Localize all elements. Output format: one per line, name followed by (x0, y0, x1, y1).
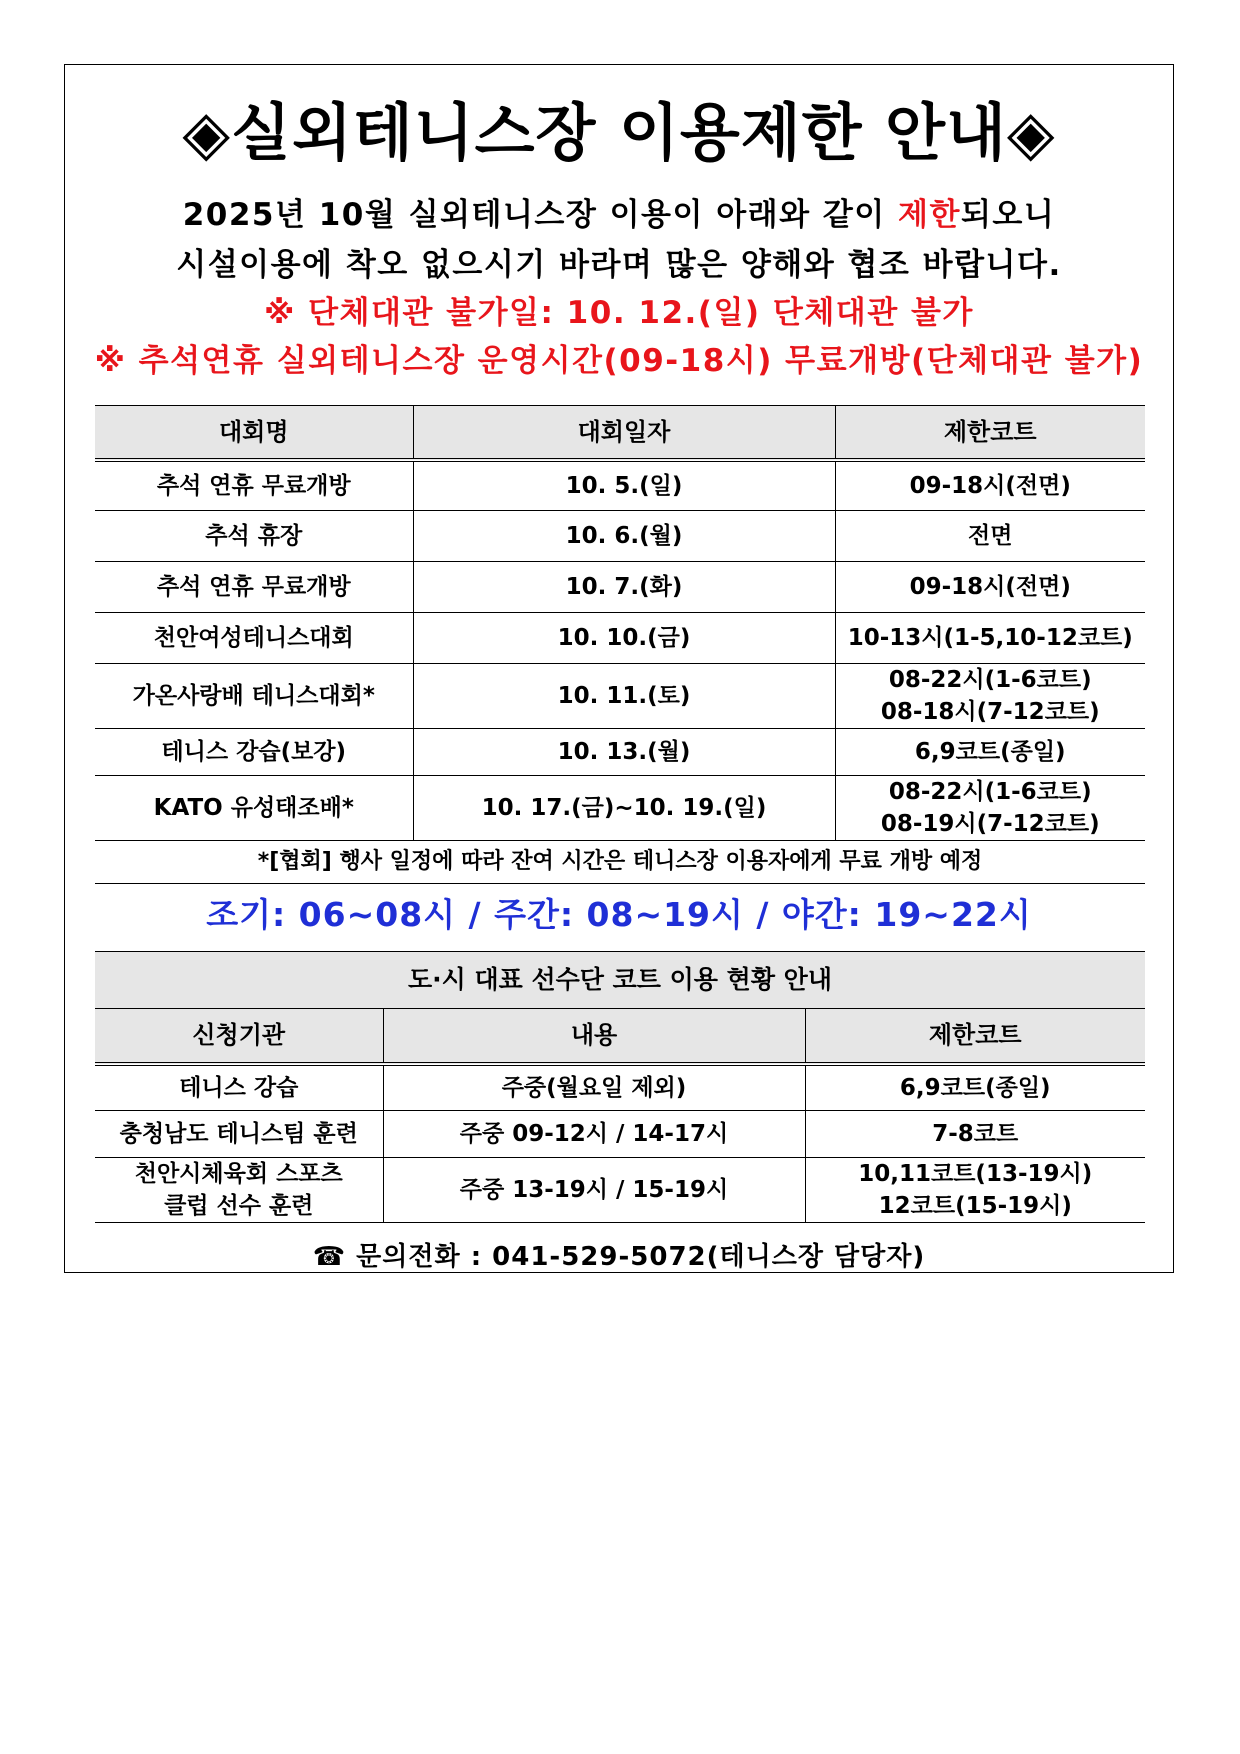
table-row (95, 511, 1145, 562)
table-note-row (95, 841, 1145, 884)
intro-line-1-text: 2025년 10월 실외테니스장 이용이 아래와 같이 (182, 197, 899, 233)
restricted-court (835, 664, 1145, 729)
restricted-court: 09-18시(전면) (835, 562, 1145, 613)
event-date: 10. 6.(월) (413, 511, 835, 562)
team-table-section-row (95, 952, 1145, 1009)
event-date: 10. 13.(월) (413, 729, 835, 776)
tournament-table-header (95, 406, 1145, 460)
team-table-section-title: 도·시 대표 선수단 코트 이용 현황 안내 (95, 952, 1145, 1009)
event-name: 테니스 강습(보강) (95, 729, 413, 776)
event-date: 10. 10.(금) (413, 613, 835, 664)
restricted-court-line-2: 08-18시(7-12코트) (880, 699, 1100, 725)
restricted-court-line-1: 08-22시(1-6코트) (888, 667, 1092, 693)
header-event-name: 대회명 (95, 406, 413, 460)
organization (95, 1158, 383, 1223)
table-row (95, 1158, 1145, 1223)
page-title: ◈실외테니스장 이용제한 안내◈ (182, 96, 1056, 169)
contact-phone: ☎ 문의전화 : 041-529-5072(테니스장 담당자) (312, 1242, 926, 1272)
table-row (95, 776, 1145, 841)
usage-content: 주중 13-19시 / 15-19시 (383, 1158, 805, 1223)
notice-frame (64, 64, 1174, 1273)
organization-line-1: 천안시체육회 스포츠 (134, 1161, 343, 1187)
organization: 테니스 강습 (95, 1064, 383, 1111)
header-content: 내용 (383, 1009, 805, 1064)
event-date: 10. 11.(토) (413, 664, 835, 729)
intro-line-2: 시설이용에 착오 없으시기 바라며 많은 양해와 협조 바랍니다. (176, 247, 1062, 283)
restricted-court: 6,9코트(종일) (835, 729, 1145, 776)
table-row (95, 729, 1145, 776)
usage-content: 주중 09-12시 / 14-17시 (383, 1111, 805, 1158)
team-court-table (95, 951, 1145, 1223)
restricted-court-line-2: 12코트(15-19시) (878, 1193, 1072, 1219)
table-row (95, 1064, 1145, 1111)
header-organization: 신청기관 (95, 1009, 383, 1064)
event-name: 천안여성테니스대회 (95, 613, 413, 664)
intro-line-1-end: 되오니 (960, 197, 1056, 233)
restricted-court-line-1: 10,11코트(13-19시) (858, 1161, 1093, 1187)
table-row (95, 1111, 1145, 1158)
usage-content: 주중(월요일 제외) (383, 1064, 805, 1111)
event-date: 10. 7.(화) (413, 562, 835, 613)
restricted-court-line-2: 08-19시(7-12코트) (880, 811, 1100, 837)
notice-chuseok-hours: ※ 추석연휴 실외테니스장 운영시간(09-18시) 무료개방(단체대관 불가) (94, 343, 1144, 379)
event-name: 가온사랑배 테니스대회* (95, 664, 413, 729)
restricted-court: 6,9코트(종일) (805, 1064, 1145, 1111)
tournament-table (95, 405, 1145, 884)
event-name: 추석 연휴 무료개방 (95, 460, 413, 511)
restricted-court: 09-18시(전면) (835, 460, 1145, 511)
event-name: 추석 연휴 무료개방 (95, 562, 413, 613)
restricted-court: 10-13시(1-5,10-12코트) (835, 613, 1145, 664)
table-row (95, 613, 1145, 664)
restricted-court-line-1: 08-22시(1-6코트) (888, 779, 1092, 805)
table-note: *[협회] 행사 일정에 따라 잔여 시간은 테니스장 이용자에게 무료 개방 예정 (95, 841, 1145, 884)
header-event-date: 대회일자 (413, 406, 835, 460)
time-schedule: 조기: 06~08시 / 주간: 08~19시 / 야간: 19~22시 (206, 895, 1032, 934)
header-restricted-court: 제한코트 (835, 406, 1145, 460)
intro-highlight-restriction: 제한 (898, 197, 961, 233)
organization: 충청남도 테니스팀 훈련 (95, 1111, 383, 1158)
table-row (95, 562, 1145, 613)
intro-line-1 (65, 195, 1173, 235)
restricted-court (835, 776, 1145, 841)
restricted-court: 전면 (835, 511, 1145, 562)
event-name: 추석 휴장 (95, 511, 413, 562)
restricted-court (805, 1158, 1145, 1223)
notice-group-rental: ※ 단체대관 불가일: 10. 12.(일) 단체대관 불가 (264, 295, 974, 331)
table-row (95, 664, 1145, 729)
table-row (95, 460, 1145, 511)
event-date: 10. 17.(금)~10. 19.(일) (413, 776, 835, 841)
header-restricted-court: 제한코트 (805, 1009, 1145, 1064)
organization-line-2: 클럽 선수 훈련 (164, 1193, 314, 1219)
team-table-header (95, 1009, 1145, 1064)
event-name: KATO 유성태조배* (95, 776, 413, 841)
restricted-court: 7-8코트 (805, 1111, 1145, 1158)
event-date: 10. 5.(일) (413, 460, 835, 511)
